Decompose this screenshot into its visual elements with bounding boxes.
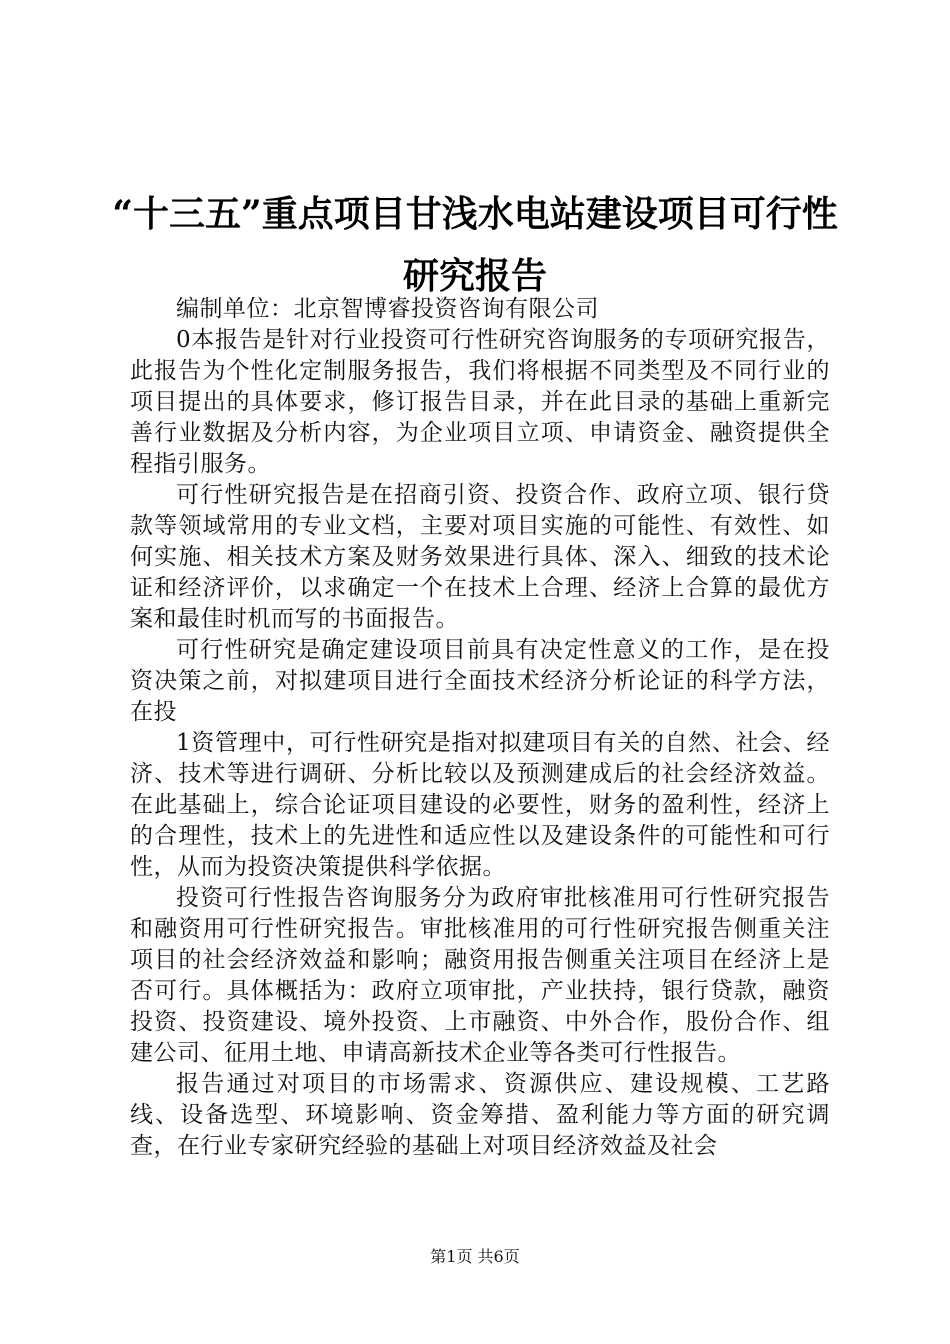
document-title: “十三五”重点项目甘浅水电站建设项目可行性研究报告	[112, 193, 838, 297]
paragraph: 报告通过对项目的市场需求、资源供应、建设规模、工艺路线、设备选型、环境影响、资金筹措、盈利能力等方面的研究调查，在行业专家研究经验的基础上对项目经济效益及社会	[130, 1071, 830, 1159]
paragraph: 可行性研究报告是在招商引资、投资合作、政府立项、银行贷款等领域常用的专业文档，主要对项目实施的可能性、有效性、如何实施、相关技术方案及财务效果进行具体、深入、细致的技术论证和经济评价，以求确定一个在技术上合理、经济上合算的最优方案和最佳时机而写的书面报告。	[130, 482, 830, 632]
page-number-footer: 第1页 共6页	[430, 1247, 520, 1266]
paragraph: 1资管理中，可行性研究是指对拟建项目有关的自然、社会、经济、技术等进行调研、分析比较以及预测建成后的社会经济效益。在此基础上，综合论证项目建设的必要性，财务的盈利性，经济上的合理性，技术上的先进性和适应性以及建设条件的可能性和可行性，从而为投资决策提供科学依据。	[130, 730, 830, 880]
paragraph: 0本报告是针对行业投资可行性研究咨询服务的专项研究报告，此报告为个性化定制服务报告，我们将根据不同类型及不同行业的项目提出的具体要求，修订报告目录，并在此目录的基础上重新完善行业数据及分析内容，为企业项目立项、申请资金、融资提供全程指引服务。	[130, 327, 830, 477]
paragraph: 可行性研究是确定建设项目前具有决定性意义的工作，是在投资决策之前，对拟建项目进行全面技术经济分析论证的科学方法，在投	[130, 637, 830, 725]
compiler-line: 编制单位：北京智博睿投资咨询有限公司	[176, 296, 599, 322]
paragraph: 投资可行性报告咨询服务分为政府审批核准用可行性研究报告和融资用可行性研究报告。审批核准用的可行性研究报告侧重关注项目的社会经济效益和影响；融资用报告侧重关注项目在经济上是否可行。具体概括为：政府立项审批，产业扶持，银行贷款，融资投资、投资建设、境外投资、上市融资、中外合作，股份合作、组建公司、征用土地、申请高新技术企业等各类可行性报告。	[130, 885, 830, 1066]
document-body	[130, 294, 830, 1162]
